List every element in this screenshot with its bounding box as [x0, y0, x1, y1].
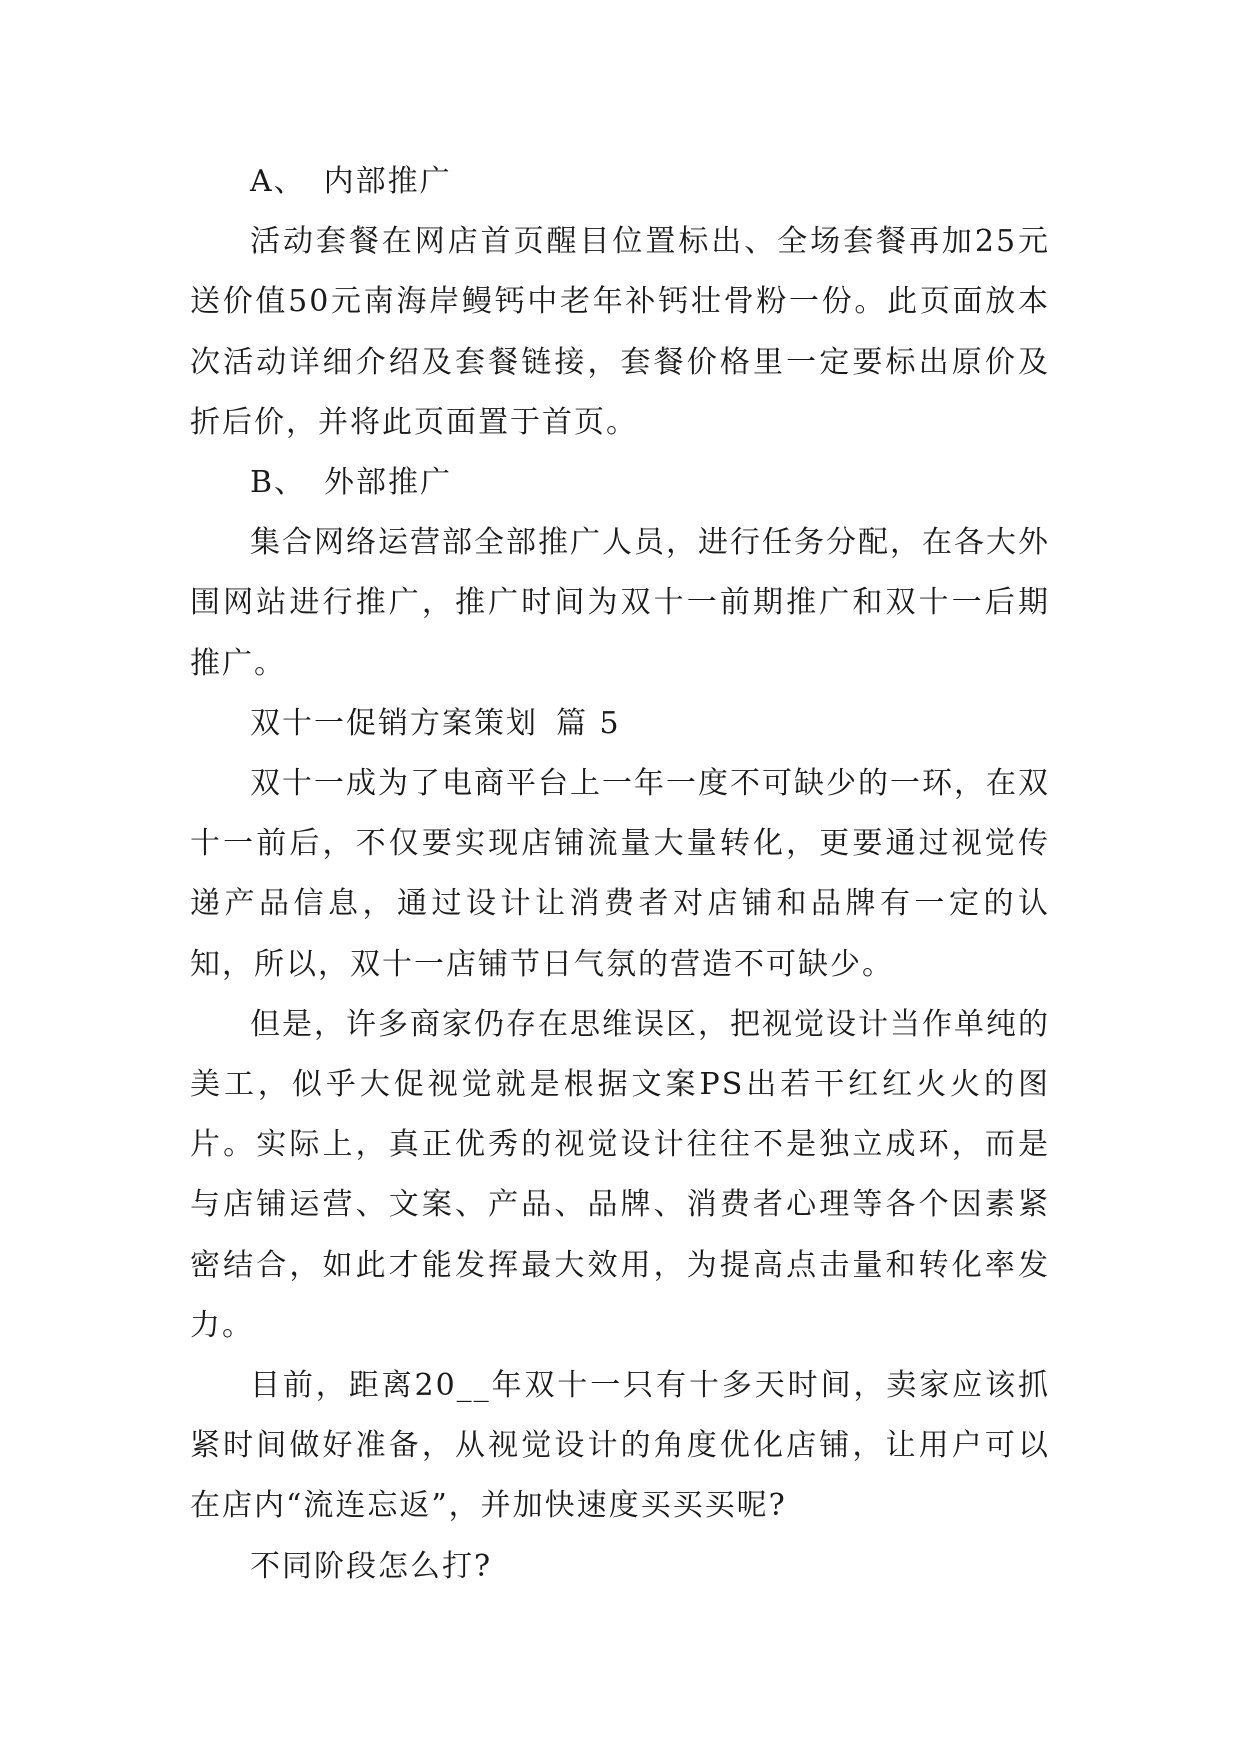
paragraph-4: 不同阶段怎么打? — [250, 1548, 493, 1584]
section-title — [190, 694, 1050, 754]
document-body — [190, 152, 1050, 1597]
paragraph-1: 双十一成为了电商平台上一年一度不可缺少的一环，在双十一前后，不仅要实现店铺流量大量转化，更要通过视觉传递产品信息，通过设计让消费者对店铺和品牌有一定的认知，所以，双十一店铺节日气氛的营造不可缺少。 — [190, 766, 1050, 982]
section-title-suffix: 篇 5 — [556, 705, 621, 741]
heading-b-label: B、 — [250, 465, 307, 501]
paragraph-external-promotion: 集合网络运营部全部推广人员，进行任务分配，在各大外围网站进行推广，推广时间为双十一前期推广和双十一后期推广。 — [190, 525, 1050, 681]
heading-internal-promotion — [190, 152, 1050, 212]
paragraph-3: 目前，距离20__年双十一只有十多天时间，卖家应该抓紧时间做好准备，从视觉设计的角度优化店铺，让用户可以在店内“流连忘返”，并加快速度买买买呢? — [190, 1368, 1050, 1524]
heading-external-promotion — [190, 453, 1050, 513]
heading-a-label: A、 — [250, 164, 306, 199]
paragraph-2: 但是，许多商家仍存在思维误区，把视觉设计当作单纯的美工，似乎大促视觉就是根据文案PS出若干红红火火的图片。实际上，真正优秀的视觉设计往往不是独立成环，而是与店铺运营、文案、产品、品牌、消费者心理等各个因素紧密结合，如此才能发挥最大效用，为提高点击量和转化率发力。 — [190, 1006, 1050, 1343]
heading-b-text: 外部推广 — [324, 465, 453, 501]
heading-a-text: 内部推广 — [323, 164, 452, 199]
section-title-text: 双十一促销方案策划 — [250, 705, 538, 741]
paragraph-internal-promotion: 活动套餐在网店首页醒目位置标出、全场套餐再加25元送价值50元南海岸鳗钙中老年补钙壮骨粉一份。此页面放本次活动详细介绍及套餐链接，套餐价格里一定要标出原价及折后价，并将此页面置于首页。 — [190, 224, 1050, 440]
